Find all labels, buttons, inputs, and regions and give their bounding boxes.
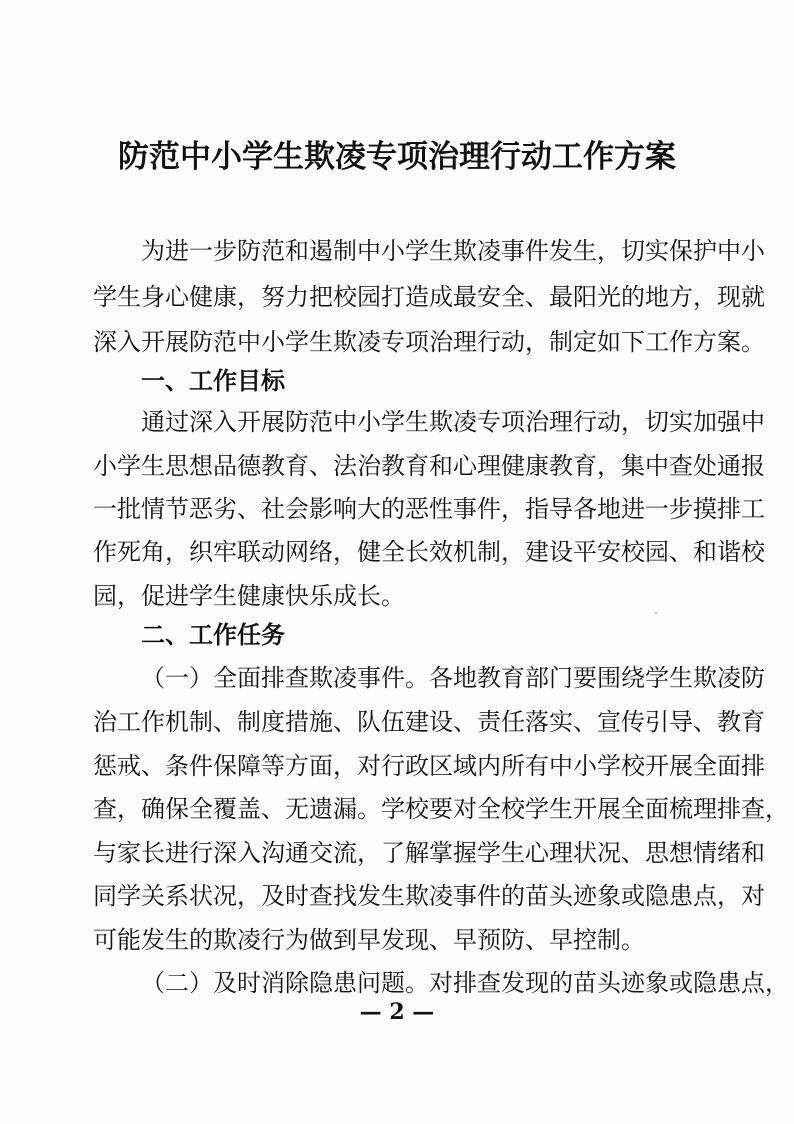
section2-item1-line: 治工作机制、制度措施、队伍建设、责任落实、宣传引导、教育 [93, 708, 765, 736]
section1-line: 通过深入开展防范中小学生欺凌专项治理行动，切实加强中 [141, 408, 765, 436]
section1-line: 一批情节恶劣、社会影响大的恶性事件，指导各地进一步摸排工 [93, 495, 765, 523]
section1-line: 园，促进学生健康快乐成长。 [93, 582, 405, 610]
intro-line: 为进一步防范和遏制中小学生欺凌事件发生，切实保护中小 [141, 237, 765, 265]
page-number: — 2 — [359, 999, 435, 1025]
section2-item2-line: （二）及时消除隐患问题。对排查发现的苗头迹象或隐患点， [141, 969, 789, 997]
section-heading-goals: 一、工作目标 [141, 367, 285, 395]
section-heading-tasks: 二、工作任务 [141, 621, 285, 649]
intro-line: 深入开展防范中小学生欺凌专项治理行动，制定如下工作方案。 [93, 328, 765, 356]
section1-line: 小学生思想品德教育、法治教育和心理健康教育，集中查处通报 [93, 452, 765, 480]
section2-item1-line: 查，确保全覆盖、无遗漏。学校要对全校学生开展全面梳理排查， [93, 795, 789, 823]
section1-line: 作死角，织牢联动网络，健全长效机制，建设平安校园、和谐校 [93, 538, 765, 566]
scan-speck [655, 612, 657, 614]
section2-item1-line: 惩戒、条件保障等方面，对行政区域内所有中小学校开展全面排 [93, 752, 765, 780]
section2-item1-line: 与家长进行深入沟通交流，了解掌握学生心理状况、思想情绪和 [93, 839, 765, 867]
document-title: 防范中小学生欺凌专项治理行动工作方案 [118, 139, 676, 175]
section2-item1-line: （一）全面排查欺凌事件。各地教育部门要围绕学生欺凌防 [141, 664, 765, 692]
section2-item1-line: 可能发生的欺凌行为做到早发现、早预防、早控制。 [93, 926, 645, 954]
intro-line: 学生身心健康，努力把校园打造成最安全、最阳光的地方，现就 [93, 283, 765, 311]
section2-item1-line: 同学关系状况，及时查找发生欺凌事件的苗头迹象或隐患点，对 [93, 882, 765, 910]
